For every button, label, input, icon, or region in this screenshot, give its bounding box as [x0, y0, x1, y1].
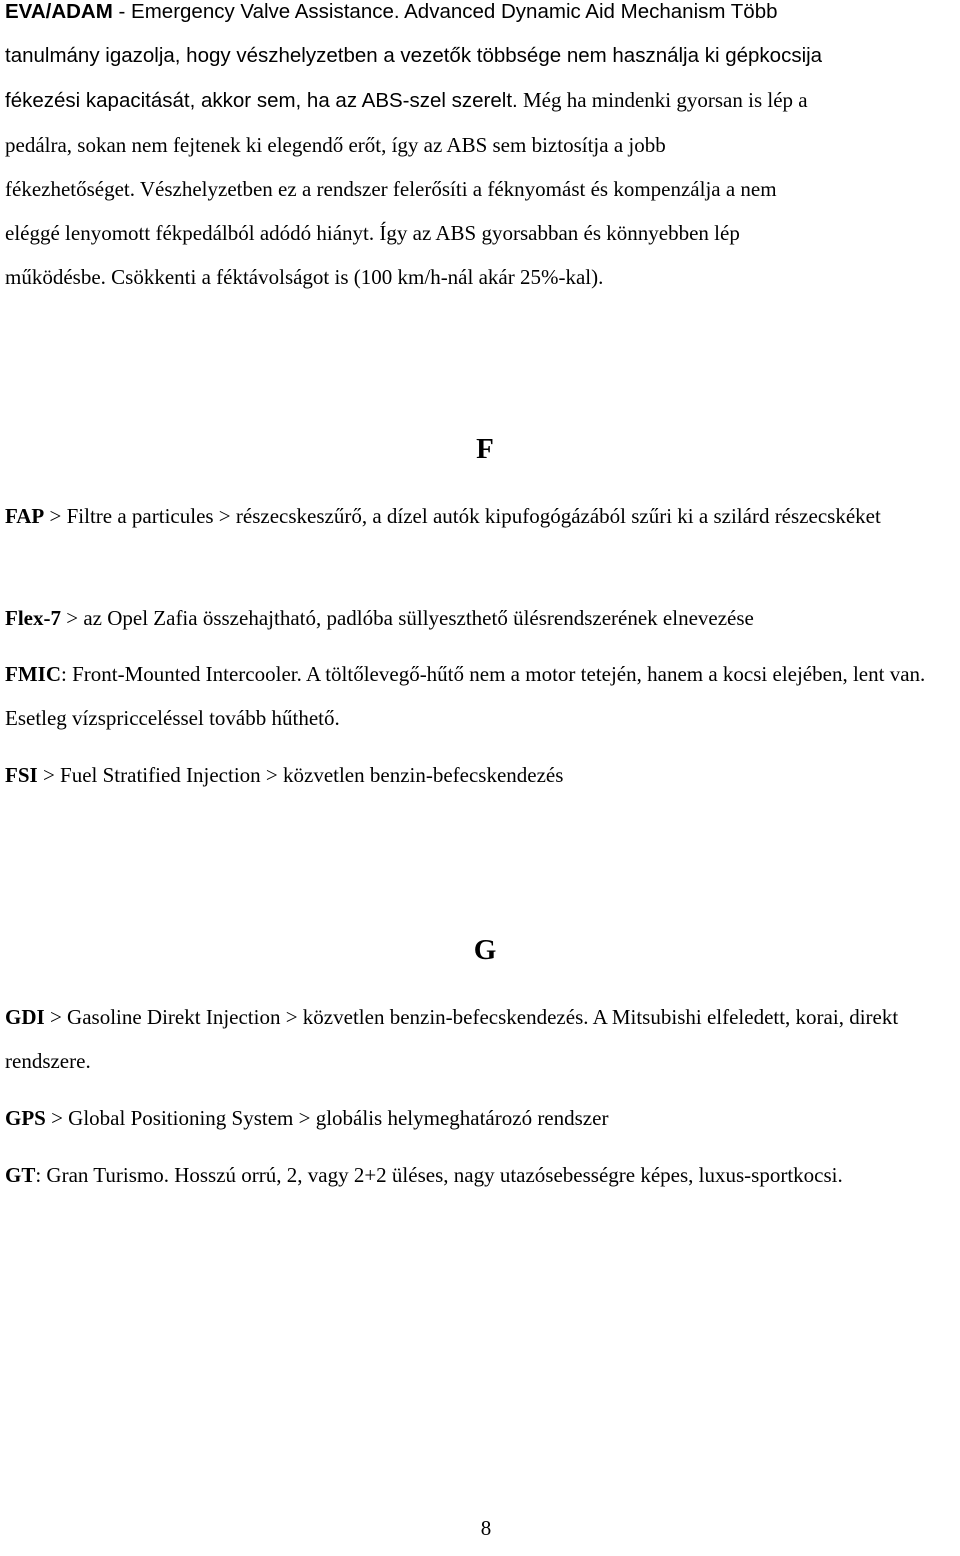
fap-entry	[5, 494, 957, 538]
gt-text: : Gran Turismo. Hosszú orrú, 2, vagy 2+2 üléses, nagy utazósebességre képes, luxus-sportkocsi.	[35, 1163, 843, 1187]
gdi-term: GDI	[5, 1005, 45, 1029]
eva-line-5: fékezhetőséget. Vészhelyzetben ez a rendszer felerősíti a féknyomást és kompenzálja a nem	[5, 177, 777, 201]
fap-text: > Filtre a particules > részecskeszűrő, a dízel autók kipufogógázából szűri ki a szilárd részecskéket	[44, 504, 881, 528]
gps-term: GPS	[5, 1106, 46, 1130]
eva-adam-entry	[5, 0, 957, 299]
eva-line-2: tanulmány igazolja, hogy vészhelyzetben a vezetők többsége nem használja ki gépkocsija	[5, 44, 823, 67]
flex-7-entry	[5, 596, 957, 640]
eva-line-1	[5, 0, 957, 34]
flex-7-term: Flex-7	[5, 606, 61, 630]
eva-line-3-sans: fékezési kapacitását, akkor sem, ha az ABS-szel szerelt.	[5, 89, 518, 112]
fap-term: FAP	[5, 504, 45, 528]
fmic-term: FMIC	[5, 662, 61, 686]
eva-line-4: pedálra, sokan nem fejtenek ki elegendő erőt, így az ABS sem biztosítja a jobb	[5, 133, 666, 157]
fsi-term: FSI	[5, 763, 38, 787]
eva-term: EVA/ADAM	[5, 0, 113, 23]
fmic-text: : Front-Mounted Intercooler. A töltőlevegő-hűtő nem a motor tetején, hanem a kocsi elejében, lent van. Esetleg vízspricceléssel tovább hűthető.	[5, 662, 926, 730]
gdi-entry	[5, 995, 957, 1083]
fmic-entry	[5, 652, 957, 740]
gps-entry	[5, 1096, 957, 1140]
flex-7-text: > az Opel Zafia összehajtható, padlóba süllyeszthető ülésrendszerének elnevezése	[60, 606, 754, 630]
section-heading-f: F	[476, 433, 494, 465]
gps-text: > Global Positioning System > globális helymeghatározó rendszer	[45, 1106, 609, 1130]
gt-term: GT	[5, 1163, 36, 1187]
page-number: 8	[480, 1516, 492, 1540]
eva-line-7: működésbe. Csökkenti a féktávolságot is (100 km/h-nál akár 25%-kal).	[5, 265, 604, 289]
eva-line-3-serif: Még ha mindenki gyorsan is lép a	[517, 88, 808, 112]
gdi-text: > Gasoline Direkt Injection > közvetlen benzin-befecskendezés. A Mitsubishi elfeledett, korai, direkt rendszere.	[5, 1005, 899, 1073]
eva-line-3	[5, 78, 957, 123]
eva-line-1-text: - Emergency Valve Assistance. Advanced Dynamic Aid Mechanism Több	[112, 0, 778, 23]
gt-entry	[5, 1153, 920, 1197]
section-heading-g: G	[473, 934, 497, 966]
fsi-text: > Fuel Stratified Injection > közvetlen benzin-befecskendezés	[37, 763, 564, 787]
eva-line-6: eléggé lenyomott fékpedálból adódó hiányt. Így az ABS gyorsabban és könnyebben lép	[5, 221, 740, 245]
fsi-entry	[5, 753, 957, 797]
